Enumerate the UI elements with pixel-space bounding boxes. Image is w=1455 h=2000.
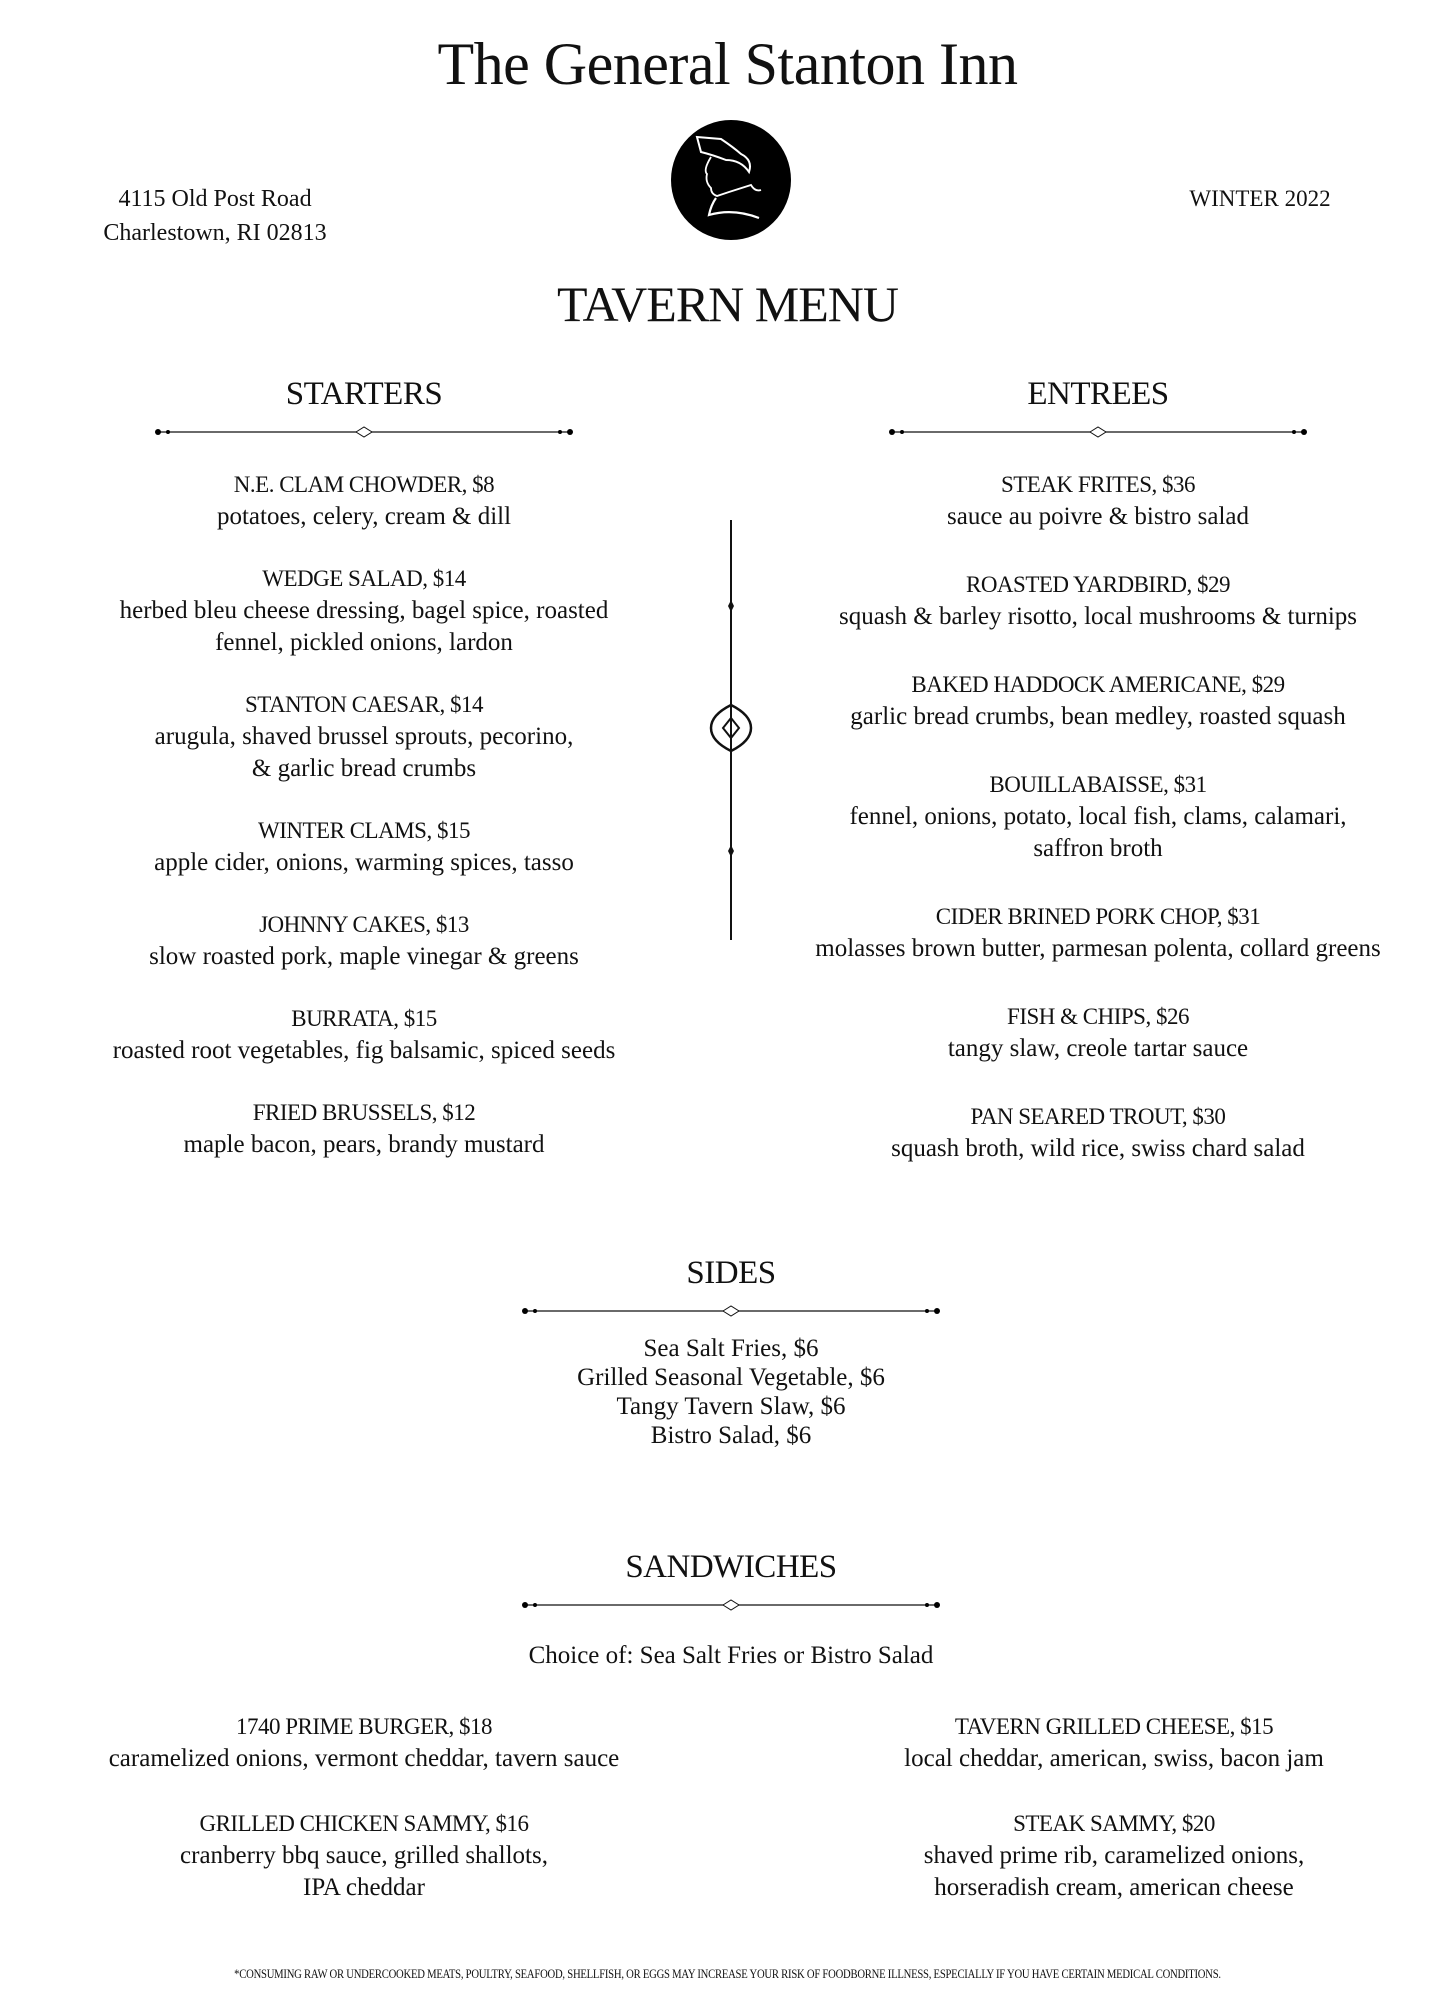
side-item: Grilled Seasonal Vegetable, $6 <box>577 1364 885 1391</box>
menu-item <box>64 1711 664 1775</box>
menu-item-description: caramelized onions, vermont cheddar, tavern sauce <box>108 1745 620 1772</box>
menu-item <box>64 909 664 973</box>
menu-title: TAVERN MENU <box>556 276 899 332</box>
menu-item <box>64 469 664 533</box>
menu-item-description: garlic bread crumbs, bean medley, roasted squash <box>850 703 1346 730</box>
menu-item-name: GRILLED CHICKEN SAMMY, $16 <box>199 1811 529 1836</box>
menu-item <box>814 1711 1414 1775</box>
starters-section <box>64 376 664 1191</box>
menu-item-description: & garlic bread crumbs <box>251 755 477 782</box>
menu-item-description: squash & barley risotto, local mushrooms & turnips <box>838 603 1357 630</box>
menu-item-name: STEAK FRITES, $36 <box>1000 472 1196 497</box>
menu-item-description: potatoes, celery, cream & dill <box>216 503 512 530</box>
menu-item-name: FISH & CHIPS, $26 <box>1007 1004 1189 1029</box>
address-line-2: Charlestown, RI 02813 <box>103 220 327 246</box>
inn-name-title: The General Stanton Inn <box>437 31 1018 97</box>
menu-item <box>798 569 1398 633</box>
side-item: Tangy Tavern Slaw, $6 <box>616 1393 846 1420</box>
menu-item-name: WINTER CLAMS, $15 <box>258 818 470 843</box>
menu-item-description: saffron broth <box>1033 835 1163 862</box>
menu-item-description: horseradish cream, american cheese <box>934 1874 1294 1901</box>
ornamental-divider-icon <box>521 1598 941 1612</box>
ornamental-divider-icon <box>154 425 574 439</box>
menu-item <box>798 669 1398 733</box>
menu-item <box>798 1101 1398 1165</box>
menu-item-description: slow roasted pork, maple vinegar & greens <box>149 943 579 970</box>
menu-item-description: shaved prime rib, caramelized onions, <box>923 1842 1305 1869</box>
menu-item <box>798 901 1398 965</box>
sandwich-side-choice: Choice of: Sea Salt Fries or Bistro Salad <box>528 1642 934 1669</box>
entrees-heading: ENTREES <box>1027 376 1169 412</box>
menu-item-name: FRIED BRUSSELS, $12 <box>252 1100 476 1125</box>
entrees-list <box>798 469 1398 1165</box>
menu-item <box>64 815 664 879</box>
season-label: WINTER 2022 <box>1189 186 1331 211</box>
menu-item-description: tangy slaw, creole tartar sauce <box>947 1035 1249 1062</box>
side-item: Bistro Salad, $6 <box>650 1422 812 1449</box>
menu-item-description: arugula, shaved brussel sprouts, pecorino, <box>154 723 574 750</box>
menu-item-name: WEDGE SALAD, $14 <box>262 566 466 591</box>
menu-item-name: CIDER BRINED PORK CHOP, $31 <box>935 904 1261 929</box>
menu-item <box>64 1097 664 1161</box>
sandwiches-right-list <box>814 1711 1414 1937</box>
menu-item-description: local cheddar, american, swiss, bacon jam <box>904 1745 1324 1772</box>
menu-item-description: herbed bleu cheese dressing, bagel spice, roasted <box>119 597 609 624</box>
menu-item-description: fennel, onions, potato, local fish, clams, calamari, <box>849 803 1347 830</box>
sides-heading: SIDES <box>686 1255 776 1291</box>
menu-item-name: TAVERN GRILLED CHEESE, $15 <box>954 1714 1274 1739</box>
vertical-ornament-icon <box>706 515 756 945</box>
menu-item <box>798 1001 1398 1065</box>
sides-section <box>431 1255 1031 1450</box>
menu-item-name: BURRATA, $15 <box>291 1006 437 1031</box>
menu-item-description: molasses brown butter, parmesan polenta, collard greens <box>815 935 1381 962</box>
menu-item <box>798 769 1398 865</box>
sandwiches-section <box>431 1549 1031 1672</box>
menu-item-name: N.E. CLAM CHOWDER, $8 <box>233 472 495 497</box>
ornamental-divider-icon <box>888 425 1308 439</box>
menu-item-name: STEAK SAMMY, $20 <box>1013 1811 1215 1836</box>
menu-item-description: apple cider, onions, warming spices, tasso <box>154 849 574 876</box>
menu-item-name: ROASTED YARDBIRD, $29 <box>965 572 1231 597</box>
menu-item <box>798 469 1398 533</box>
menu-item <box>64 689 664 785</box>
colonial-profile-logo-icon <box>671 120 791 240</box>
menu-item-description: cranberry bbq sauce, grilled shallots, <box>180 1842 548 1869</box>
starters-list <box>64 469 664 1161</box>
menu-item-name: BOUILLABAISSE, $31 <box>989 772 1207 797</box>
menu-item-name: PAN SEARED TROUT, $30 <box>970 1104 1226 1129</box>
menu-item-name: STANTON CAESAR, $14 <box>244 692 484 717</box>
sandwiches-left-list <box>64 1711 664 1937</box>
menu-item-description: sauce au poivre & bistro salad <box>947 503 1249 530</box>
side-item: Sea Salt Fries, $6 <box>643 1335 819 1362</box>
menu-item-name: BAKED HADDOCK AMERICANE, $29 <box>911 672 1285 697</box>
ornamental-divider-icon <box>521 1304 941 1318</box>
menu-item-description: fennel, pickled onions, lardon <box>215 629 513 656</box>
menu-item-name: JOHNNY CAKES, $13 <box>259 912 469 937</box>
menu-item-description: squash broth, wild rice, swiss chard salad <box>891 1135 1305 1162</box>
address-line-1: 4115 Old Post Road <box>118 186 312 212</box>
menu-item <box>64 1808 664 1904</box>
address <box>70 182 360 250</box>
menu-item-name: 1740 PRIME BURGER, $18 <box>235 1714 493 1739</box>
menu-item-description: IPA cheddar <box>303 1874 425 1901</box>
menu-item <box>814 1808 1414 1904</box>
menu-item-description: maple bacon, pears, brandy mustard <box>183 1131 545 1158</box>
menu-item <box>64 563 664 659</box>
entrees-section <box>798 376 1398 1201</box>
food-safety-disclaimer: *CONSUMING RAW OR UNDERCOOKED MEATS, POULTRY, SEAFOOD, SHELLFISH, OR EGGS MAY INCREASE YOUR RISK OF FOODBORNE ILLNESS, ESPECIALLY IF YOU HAVE CERTAIN MEDICAL CONDITIONS. <box>234 1966 1221 1981</box>
sandwiches-heading: SANDWICHES <box>625 1549 837 1585</box>
menu-item <box>64 1003 664 1067</box>
starters-heading: STARTERS <box>285 376 443 412</box>
menu-item-description: roasted root vegetables, fig balsamic, spiced seeds <box>112 1037 616 1064</box>
